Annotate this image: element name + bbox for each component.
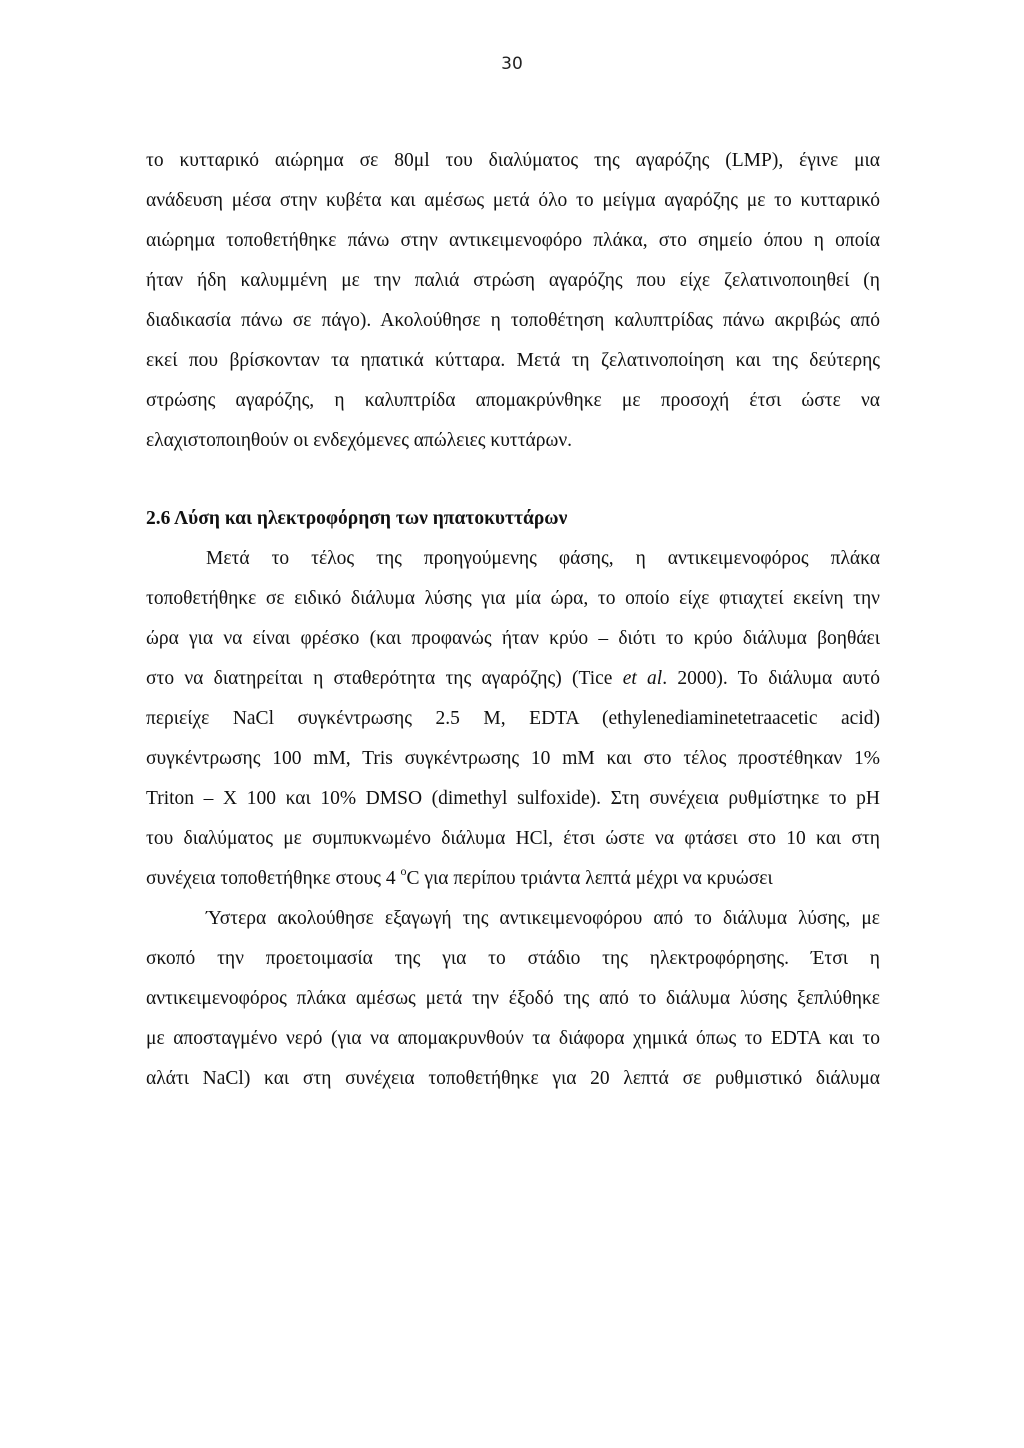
text-line: αντικειμενοφόρος πλάκα αμέσως μετά την έξοδό της από το διάλυμα λύσης ξεπλύθηκε [146, 988, 880, 1009]
text-fragment: συνέχεια τοποθετήθηκε στους 4 [146, 868, 401, 889]
text-line: το κυτταρικό αιώρημα σε 80μl του διαλύματος της αγαρόζης (LMP), έγινε μια [146, 150, 880, 171]
section-heading: 2.6 Λύση και ηλεκτροφόρηση των ηπατοκυττάρων [146, 508, 568, 529]
text-fragment: . 2000). Το διάλυμα αυτό [662, 668, 880, 689]
text-line: ελαχιστοποιηθούν οι ενδεχόμενες απώλειες κυττάρων. [146, 430, 573, 451]
text-line: εκεί που βρίσκονταν τα ηπατικά κύτταρα. Μετά τη ζελατινοποίηση και της δεύτερης [146, 350, 880, 371]
paragraph-cell-suspension [146, 141, 880, 461]
text-line: του διαλύματος με συμπυκνωμένο διάλυμα HCl, έτσι ώστε να φτάσει στο 10 και στη [146, 828, 880, 849]
text-line: στρώσης αγαρόζης, η καλυπτρίδα απομακρύνθηκε με προσοχή έτσι ώστε να [146, 390, 880, 411]
text-line: Ύστερα ακολούθησε εξαγωγή της αντικειμενοφόρου από το διάλυμα λύσης, με [206, 908, 880, 929]
text-line: Triton – X 100 και 10% DMSO (dimethyl sulfoxide). Στη συνέχεια ρυθμίστηκε το pH [146, 788, 880, 809]
text-line: αλάτι NaCl) και στη συνέχεια τοποθετήθηκε για 20 λεπτά σε ρυθμιστικό διάλυμα [146, 1068, 880, 1089]
text-line: σκοπό την προετοιμασία της για το στάδιο της ηλεκτροφόρησης. Έτσι η [146, 948, 880, 969]
text-fragment: στο να διατηρείται η σταθερότητα της αγαρόζης) (Tice [146, 668, 623, 689]
text-line: Μετά το τέλος της προηγούμενης φάσης, η αντικειμενοφόρος πλάκα [206, 548, 880, 569]
paragraph-electrophoresis-prep [146, 899, 880, 1099]
text-line: τοποθετήθηκε σε ειδικό διάλυμα λύσης για μία ώρα, το οποίο είχε φτιαχτεί εκείνη την [146, 588, 880, 609]
page-body [146, 141, 880, 1099]
paragraph-spacer [146, 461, 880, 499]
text-line: διαδικασία πάνω σε πάγο). Ακολούθησε η τοποθέτηση καλυπτρίδας πάνω ακριβώς από [146, 310, 880, 331]
text-line: με αποσταγμένο νερό (για να απομακρυνθούν τα διάφορα χημικά όπως το EDTA και το [146, 1028, 880, 1049]
text-fragment: C για περίπου τριάντα λεπτά μέχρι να κρυώσει [406, 868, 773, 889]
text-line-citation [146, 659, 880, 699]
page-number: 30 [501, 54, 523, 74]
text-line: ανάδευση μέσα στην κυβέτα και αμέσως μετά όλο το μείγμα αγαρόζης με το κυτταρικό [146, 190, 880, 211]
text-line: περιείχε NaCl συγκέντρωσης 2.5 M, EDTA (ethylenediaminetetraacetic acid) [146, 708, 880, 729]
degree-superscript: ο [400, 864, 407, 878]
text-line: συγκέντρωσης 100 mM, Tris συγκέντρωσης 10 mM και στο τέλος προστέθηκαν 1% [146, 748, 880, 769]
text-line: ήταν ήδη καλυμμένη με την παλιά στρώση αγαρόζης που είχε ζελατινοποιηθεί (η [146, 270, 880, 291]
text-line: αιώρημα τοποθετήθηκε πάνω στην αντικειμενοφόρο πλάκα, στο σημείο όπου η οποία [146, 230, 880, 251]
text-line-temperature [146, 859, 880, 899]
citation-et-al: et al [622, 668, 663, 689]
text-line: ώρα για να είναι φρέσκο (και προφανώς ήταν κρύο – διότι το κρύο διάλυμα βοηθάει [146, 628, 880, 649]
paragraph-lysis [146, 539, 880, 899]
